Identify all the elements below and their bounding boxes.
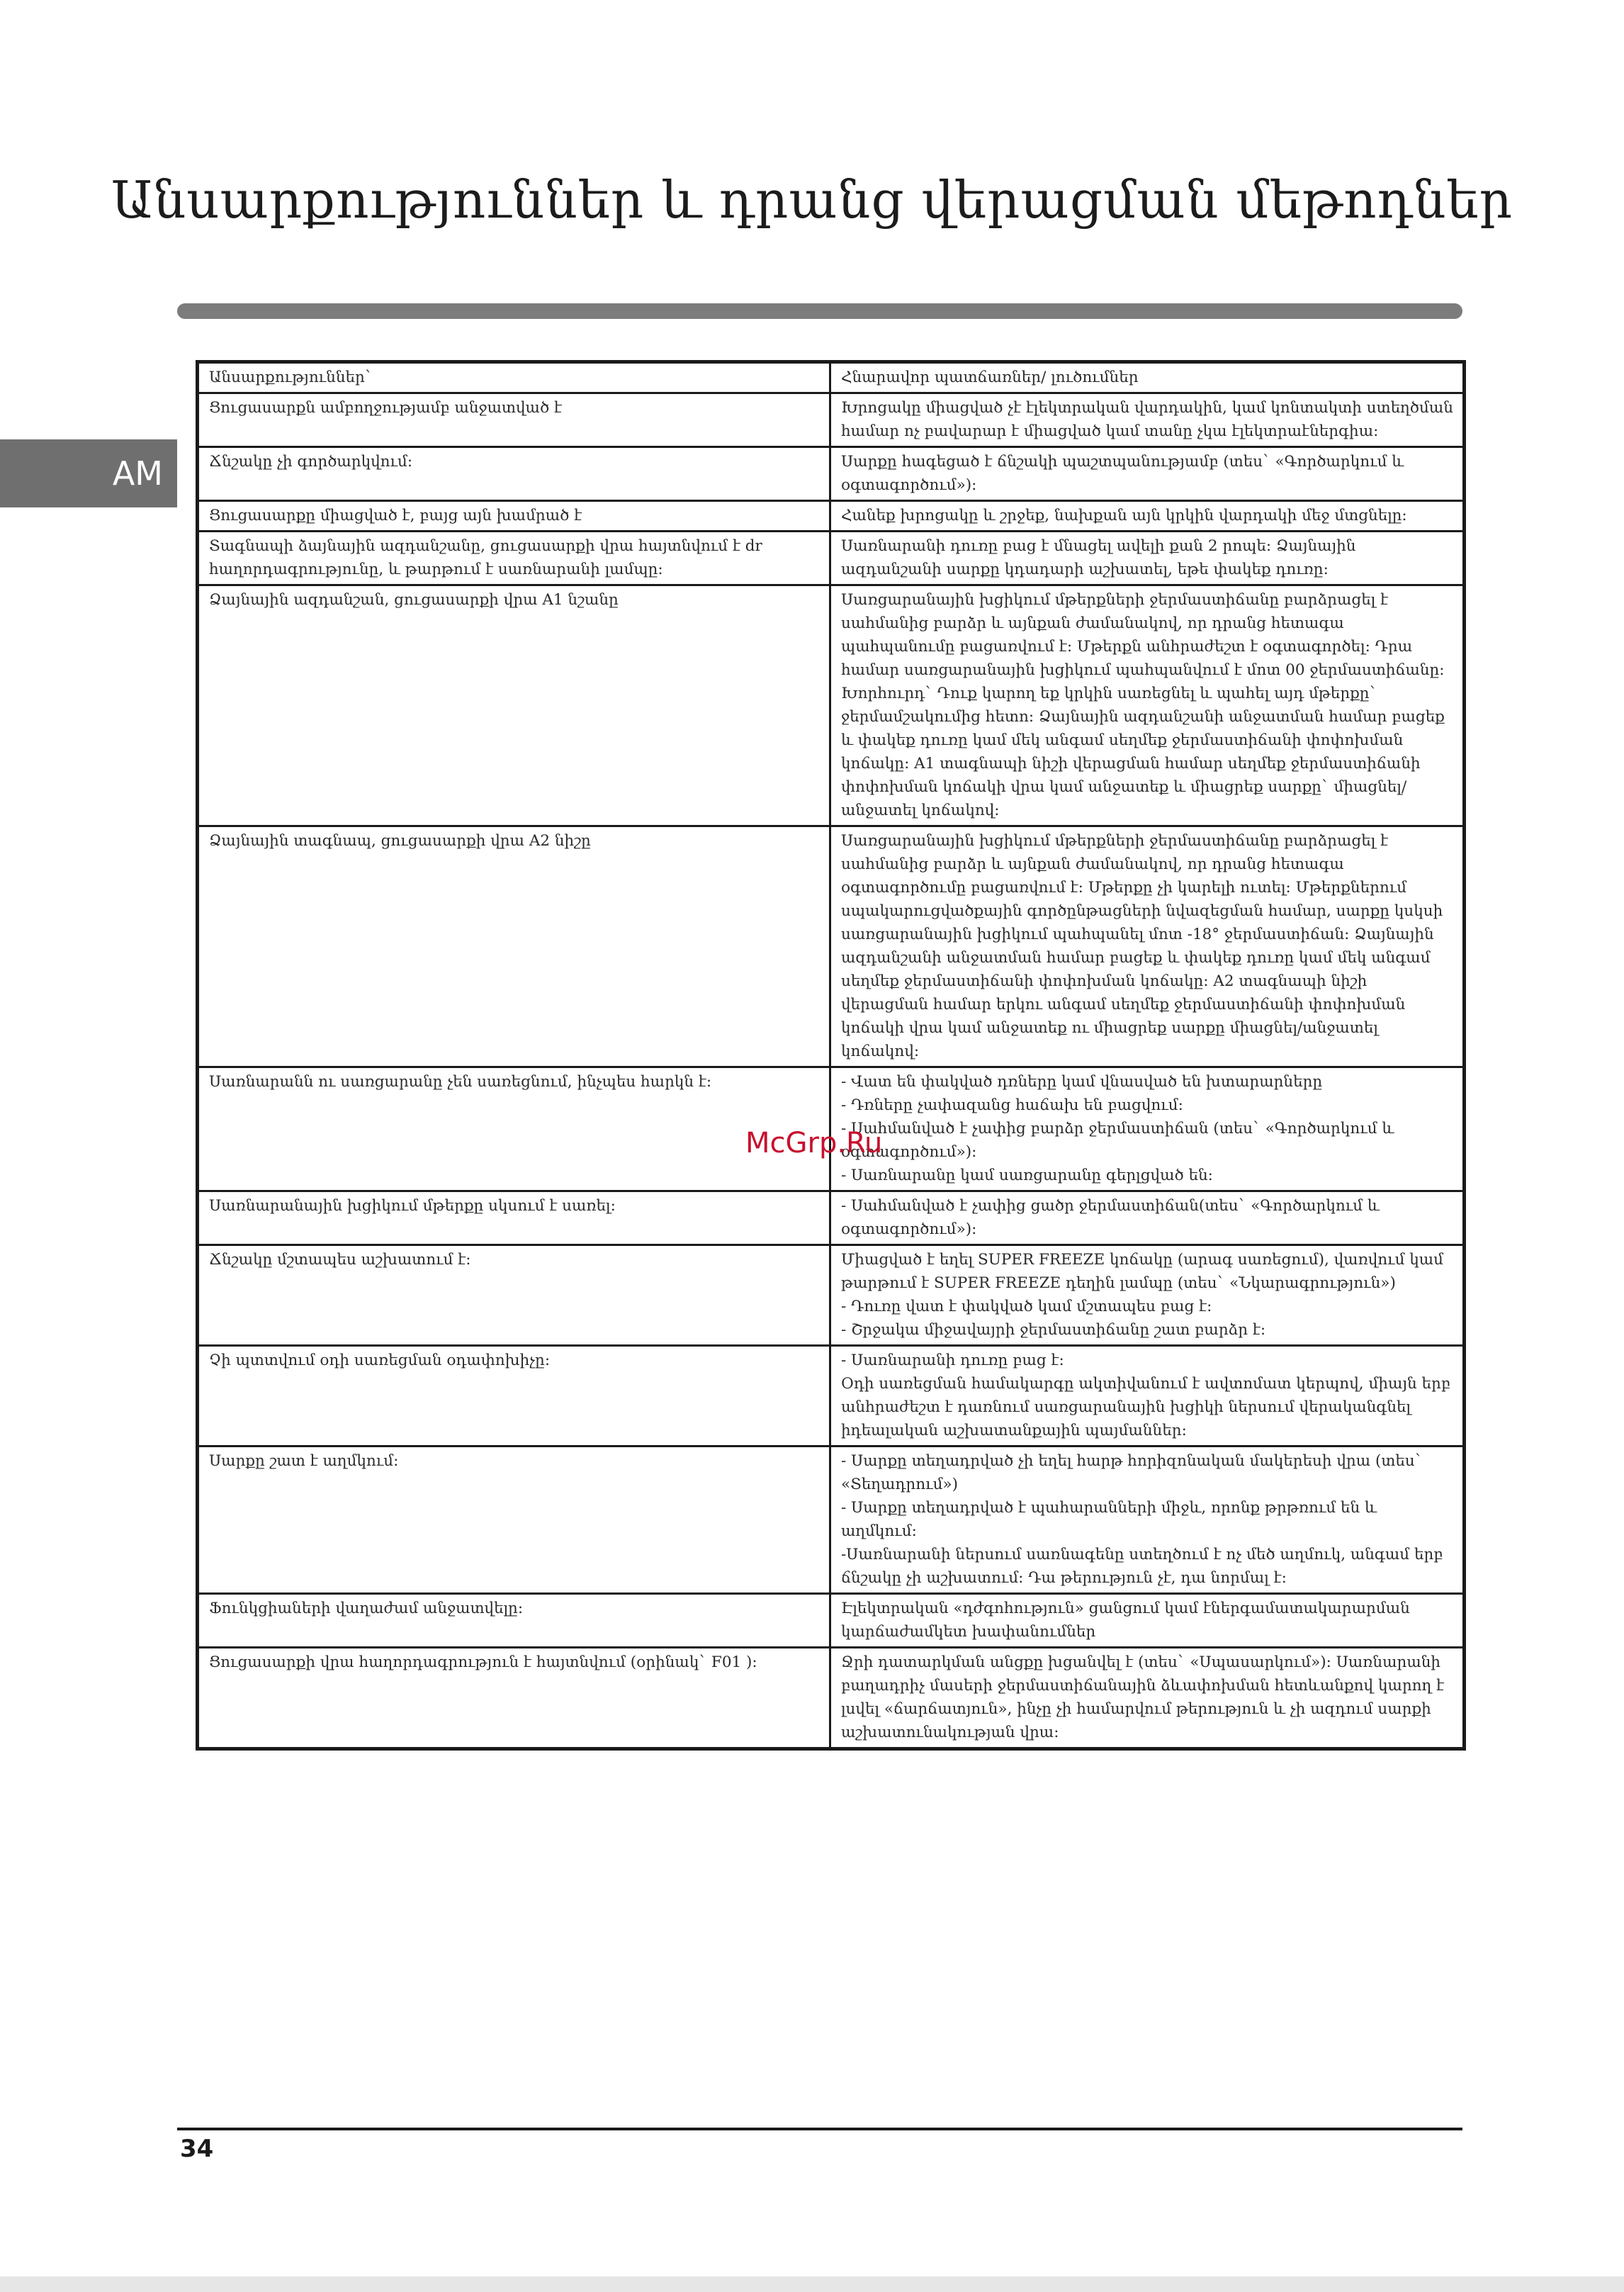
footer-rule: [177, 2128, 1462, 2130]
page-number: 34: [180, 2135, 214, 2163]
remedy-cell: - Սահմանված է չափից ցածր ջերմաստիճան(տես` «Գործարկում և օգտագործում»):: [830, 1191, 1465, 1245]
remedy-cell: Սարքը հագեցած է ճնշակի պաշտպանությամբ (տես` «Գործարկում և օգտագործում»):: [830, 447, 1465, 501]
remedy-cell: - Վատ են փակված դռները կամ վնասված են խտարարները - Դռները չափազանց հաճախ են բացվում: - Սահմանված է չափից բարձր ջերմաստիճան (տես` «Գործարկում և օգտագործում»): - Սառնարանը կամ սառցարանը գերլցված են:: [830, 1067, 1465, 1191]
scan-bottom-band: [0, 2276, 1624, 2292]
remedy-cell: Խրոցակը միացված չէ էլեկտրական վարդակին, կամ կոնտակտի ստեղծման համար ոչ բավարար է միացված կամ տանը չկա էլեկտրաէներգիա:: [830, 393, 1465, 447]
fault-cell: Ճնշակը չի գործարկվում:: [198, 447, 830, 501]
remedy-cell: Սառցարանային խցիկում մթերքների ջերմաստիճանը բարձրացել է սահմանից բարձր և այնքան ժամանակով, որ դրանց հետագա պահպանումը բացառվում է: Մթերքն անհրաժեշտ է օգտագործել: Դրա համար սառցարանային խցիկում պահպանվում է մոտ 00 ջերմաստիճանը: Խորհուրդ` Դուք կարող եք կրկին սառեցնել և պահել այդ մթերքը` ջերմամշակումից հետո: Ձայնային ազդանշանի անջատման համար բացեք և փակեք դուռը կամ մեկ անգամ սեղմեք ջերմաստիճանի փոփոխման կոճակը: A1 տագնապի նիշի վերացման համար սեղմեք ջերմաստիճանի փոփոխման կոճակի վրա կամ անջատեք և միացրեք սարքը` միացնել/անջատել կոճակով:: [830, 585, 1465, 826]
page-title: Անսարքություններ և դրանց վերացման մեթոդներ: [111, 170, 1513, 230]
table-row: [198, 585, 1465, 826]
fault-cell: Տագնապի ձայնային ազդանշանը, ցուցասարքի վրա հայտնվում է dr հաղորդագրությունը, և թարթում է սառնարանի լամպը:: [198, 532, 830, 585]
fault-cell: Ճնշակը մշտապես աշխատում է:: [198, 1245, 830, 1346]
troubleshooting-table-container: [196, 360, 1462, 1751]
table-row: [198, 1191, 1465, 1245]
remedy-cell: Սառցարանային խցիկում մթերքների ջերմաստիճանը բարձրացել է սահմանից բարձր և այնքան ժամանակով, որ դրանց հետագա օգտագործումը բացառվում է: Մթերքը չի կարելի ուտել: Մթերքներում սպակարուցվածքային գործընթացների նվազեցման համար, սարքը կսկսի սառցարանային խցիկում պահպանել մոտ -18° ջերմաստիճան: Ձայնային ազդանշանի անջատման համար բացեք և փակեք դուռը կամ մեկ անգամ սեղմեք ջերմաստիճանի փոփոխման կոճակը: A2 տագնապի նիշի վերացման համար երկու անգամ սեղմեք ջերմաստիճանի փոփոխման կոճակի վրա կամ անջատեք ու միացրեք սարքը միացնել/անջատել կոճակով:: [830, 826, 1465, 1067]
fault-cell: Չի պտտվում օդի սառեցման օդափոխիչը:: [198, 1346, 830, 1446]
fault-cell: Ցուցասարքի վրա հաղորդագրություն է հայտնվում (օրինակ` F01 ):: [198, 1648, 830, 1749]
table-row: [198, 393, 1465, 447]
remedy-cell: - Սարքը տեղադրված չի եղել հարթ հորիզոնական մակերեսի վրա (տես` «Տեղադրում») - Սարքը տեղադրված է պահարանների միջև, որոնք թրթռում են և աղմկում: -Սառնարանի ներսում սառնագենը ստեղծում է ոչ մեծ աղմուկ, անգամ երբ ճնշակը չի աշխատում: Դա թերություն չէ, դա նորմալ է:: [830, 1446, 1465, 1594]
fault-cell: Ֆունկցիաների վաղաժամ անջատվելը:: [198, 1594, 830, 1648]
table-row: [198, 1648, 1465, 1749]
language-tab: AM: [0, 439, 177, 507]
fault-cell: Սառնարանային խցիկում մթերքը սկսում է սառել:: [198, 1191, 830, 1245]
table-header-row: [198, 362, 1465, 393]
fault-cell: Ձայնային տագնապ, ցուցասարքի վրա A2 նիշը: [198, 826, 830, 1067]
fault-cell: Ցուցասարքը միացված է, բայց այն խամրած է: [198, 501, 830, 532]
remedy-cell: Հանեք խրոցակը և շրջեք, նախքան այն կրկին վարդակի մեջ մտցնելը:: [830, 501, 1465, 532]
table-row: [198, 447, 1465, 501]
watermark: McGrp.Ru: [745, 1127, 883, 1159]
table-row: [198, 1346, 1465, 1446]
table-row: [198, 826, 1465, 1067]
header-remedy: Հնարավոր պատճառներ/ լուծումներ: [830, 362, 1465, 393]
fault-cell: Սարքը շատ է աղմկում:: [198, 1446, 830, 1594]
table-row: [198, 532, 1465, 585]
table-row: [198, 1446, 1465, 1594]
remedy-cell: - Սառնարանի դուռը բաց է: Օդի սառեցման համակարգը ակտիվանում է ավտոմատ կերպով, միայն երբ անհրաժեշտ է դառնում սառցարանային խցիկի ներսում վերականգնել իդեալական աշխատանքային պայմաններ:: [830, 1346, 1465, 1446]
remedy-cell: Ջրի դատարկման անցքը խցանվել է (տես` «Սպասարկում»): Սառնարանի բաղադրիչ մասերի ջերմաստիճանային ձևափոխման հետևանքով կարող է լսվել «ճարճատյուն», ինչը չի համարվում թերություն և չի ազդում սարքի աշխատունակության վրա:: [830, 1648, 1465, 1749]
header-fault: Անսարքություններ`: [198, 362, 830, 393]
table-row: [198, 1245, 1465, 1346]
fault-cell: Ձայնային ազդանշան, ցուցասարքի վրա A1 նշանը: [198, 585, 830, 826]
troubleshooting-table: [196, 360, 1466, 1751]
table-row: [198, 1594, 1465, 1648]
remedy-cell: Սառնարանի դուռը բաց է մնացել ավելի քան 2 րոպե: Ձայնային ազդանշանի սարքը կդադարի աշխատել, եթե փակեք դուռը:: [830, 532, 1465, 585]
title-divider-bar: [177, 303, 1462, 319]
fault-cell: Սառնարանն ու սառցարանը չեն սառեցնում, ինչպես հարկն է:: [198, 1067, 830, 1191]
remedy-cell: Միացված է եղել SUPER FREEZE կոճակը (արագ սառեցում), վառվում կամ թարթում է SUPER FREEZE դեղին լամպը (տես` «Նկարագրություն») - Դուռը վատ է փակված կամ մշտապես բաց է: - Շրջակա միջավայրի ջերմաստիճանը շատ բարձր է:: [830, 1245, 1465, 1346]
fault-cell: Ցուցասարքն ամբողջությամբ անջատված է: [198, 393, 830, 447]
remedy-cell: Էլեկտրական «դժգոհություն» ցանցում կամ էներգամատակարարման կարճաժամկետ խափանումներ: [830, 1594, 1465, 1648]
table-row: [198, 501, 1465, 532]
